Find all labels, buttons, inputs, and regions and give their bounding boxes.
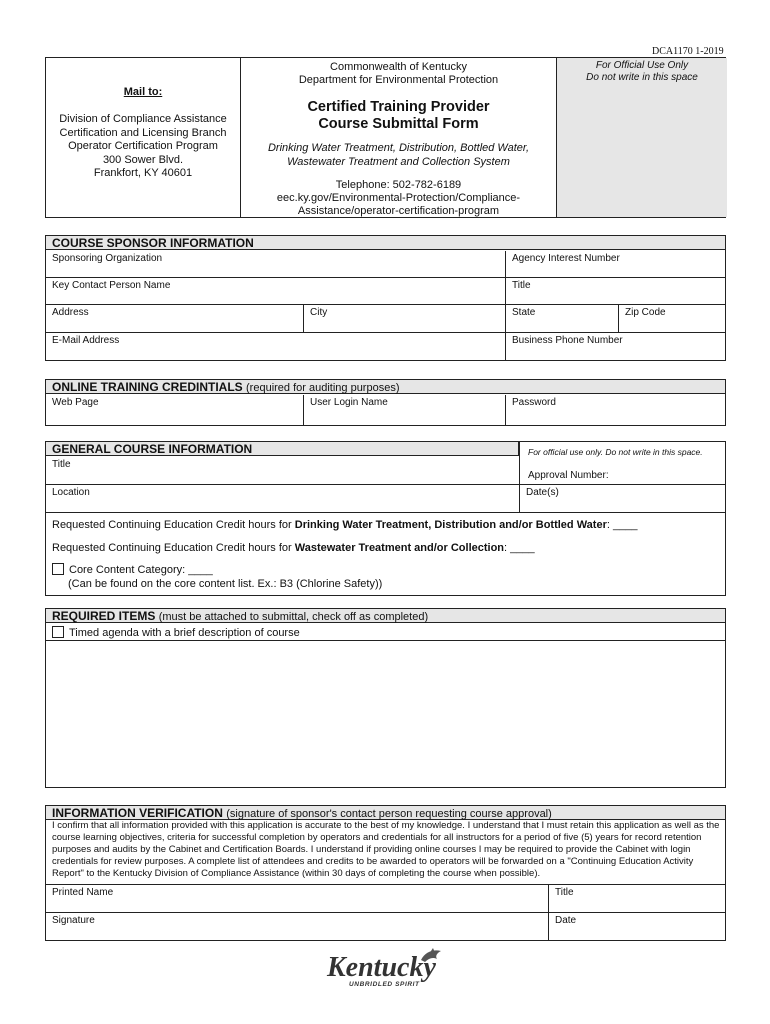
section-title-text: INFORMATION VERIFICATION	[52, 806, 223, 820]
ceu-blank: : ____	[606, 519, 638, 531]
ceu-prefix: Requested Continuing Education Credit hours for	[52, 542, 295, 554]
section-title: COURSE SPONSOR INFORMATION	[46, 236, 725, 250]
key-contact-name-field[interactable]: Key Contact Person Name	[46, 278, 506, 305]
section-note: (must be attached to submittal, check off as completed)	[158, 611, 429, 623]
core-content-row	[52, 563, 213, 576]
core-content-note: (Can be found on the core content list. Ex.: B3 (Chlorine Safety))	[68, 578, 383, 590]
course-sponsor-section	[45, 235, 726, 361]
required-item-row	[46, 624, 725, 641]
ceu-prefix: Requested Continuing Education Credit hours for	[52, 519, 295, 531]
printed-name-field[interactable]: Printed Name	[46, 884, 549, 913]
ceu-drinking-water-row[interactable]	[52, 519, 637, 531]
core-content-label: Core Content Category: ____	[69, 564, 213, 576]
course-title-field[interactable]: Title	[46, 457, 520, 485]
form-code: DCA1170 1-2019	[652, 46, 724, 57]
mail-address-line: 300 Sower Blvd.	[102, 153, 184, 166]
section-title-text: REQUIRED ITEMS	[52, 609, 156, 623]
telephone: Telephone: 502-782-6189	[335, 179, 462, 191]
mail-address-line: Operator Certification Program	[68, 140, 218, 152]
agency-interest-number-field[interactable]: Agency Interest Number	[506, 251, 725, 278]
online-credentials-section	[45, 379, 726, 426]
mail-address-line: Division of Compliance Assistance	[59, 113, 227, 125]
subtitle-line-1: Drinking Water Treatment, Distribution, Bottled Water,	[267, 142, 530, 154]
section-note: (signature of sponsor's contact person requesting course approval)	[226, 808, 552, 820]
date-field[interactable]: Date	[555, 915, 577, 926]
kentucky-logo	[325, 946, 450, 992]
agency-line-2: Department for Environmental Protection	[298, 74, 499, 86]
city-field[interactable]: City	[304, 305, 506, 333]
timed-agenda-checkbox[interactable]	[52, 626, 64, 638]
required-item	[52, 626, 300, 639]
form-title-line-1: Certified Training Provider	[307, 99, 490, 115]
official-use-panel	[556, 58, 727, 217]
address-field[interactable]: Address	[46, 305, 304, 333]
verification-statement: I confirm that all information provided with this application is accurate to the best of my knowledge. I understand that I must retain this application as well as the course learning objectives, criteria for successful completion by operators and credentials for all instructors for a period of five (5) years for record retention purposes and audits by the Cabinet and Certification Boards. I understand if providing online courses I may be required to provide the Cabinet with login credentials for review purposes. A complete list of attendees and credits to be awarded to operators will be forwarded on a "Continuing Education Activity Report" to the Kentucky Division of Compliance Assistance (within 30 days of completing the course when possible).	[52, 820, 720, 879]
required-item-label: Timed agenda with a brief description of course	[69, 627, 300, 639]
required-items-section	[45, 608, 726, 788]
user-login-field[interactable]: User Login Name	[304, 395, 506, 425]
core-content-checkbox[interactable]	[52, 563, 64, 575]
official-use-line-1: For Official Use Only	[595, 60, 689, 71]
mail-to-panel	[46, 58, 241, 217]
web-page-field[interactable]: Web Page	[46, 395, 304, 425]
section-note: (required for auditing purposes)	[246, 382, 400, 394]
official-use-line-2: Do not write in this space	[586, 72, 698, 83]
kentucky-logo-graphic	[325, 946, 450, 992]
state-field[interactable]: State	[506, 305, 619, 333]
website-line-1: eec.ky.gov/Environmental-Protection/Compliance-	[276, 192, 521, 204]
logo-wordmark: Kentucky	[327, 952, 436, 983]
section-title: GENERAL COURSE INFORMATION	[46, 442, 519, 456]
information-verification-section	[45, 805, 726, 941]
ceu-drinking-water-label: Drinking Water Treatment, Distribution and/or Bottled Water	[294, 519, 607, 531]
mail-address-line: Frankfort, KY 40601	[93, 167, 193, 179]
subtitle-line-2: Wastewater Treatment and Collection System	[287, 155, 510, 168]
dates-field[interactable]: Date(s)	[520, 485, 725, 513]
zip-code-field[interactable]: Zip Code	[619, 305, 725, 333]
form-title-line-2: Course Submittal Form	[318, 116, 479, 132]
section-title	[46, 806, 725, 820]
mail-to-label: Mail to:	[123, 86, 163, 98]
sponsoring-organization-field[interactable]: Sponsoring Organization	[46, 251, 506, 278]
email-field[interactable]: E-Mail Address	[46, 333, 506, 360]
contact-title-field[interactable]: Title	[506, 278, 725, 305]
logo-tagline: UNBRIDLED SPIRIT	[349, 981, 420, 988]
header-box	[45, 57, 726, 218]
website-line-2: Assistance/operator-certification-program	[297, 205, 500, 217]
section-title	[46, 380, 725, 394]
general-course-section	[45, 441, 726, 596]
ceu-blank: : ____	[504, 542, 535, 554]
agency-panel	[241, 58, 556, 217]
signature-field[interactable]: Signature	[46, 913, 549, 940]
ceu-wastewater-label: Wastewater Treatment and/or Collection	[294, 542, 505, 554]
official-use-note: For official use only. Do not write in this space.	[528, 447, 703, 457]
section-title	[46, 609, 725, 623]
location-field[interactable]: Location	[46, 485, 520, 513]
mail-address	[46, 113, 240, 181]
mail-address-line: Certification and Licensing Branch	[59, 126, 227, 139]
password-field[interactable]: Password	[512, 397, 556, 408]
business-phone-field[interactable]: Business Phone Number	[512, 335, 623, 346]
agency-line-1: Commonwealth of Kentucky	[330, 61, 467, 73]
section-title-text: ONLINE TRAINING CREDINTIALS	[52, 380, 243, 394]
approval-number-label: Approval Number:	[528, 470, 609, 481]
ceu-wastewater-row[interactable]	[52, 542, 535, 554]
signer-title-field[interactable]: Title	[549, 884, 725, 913]
